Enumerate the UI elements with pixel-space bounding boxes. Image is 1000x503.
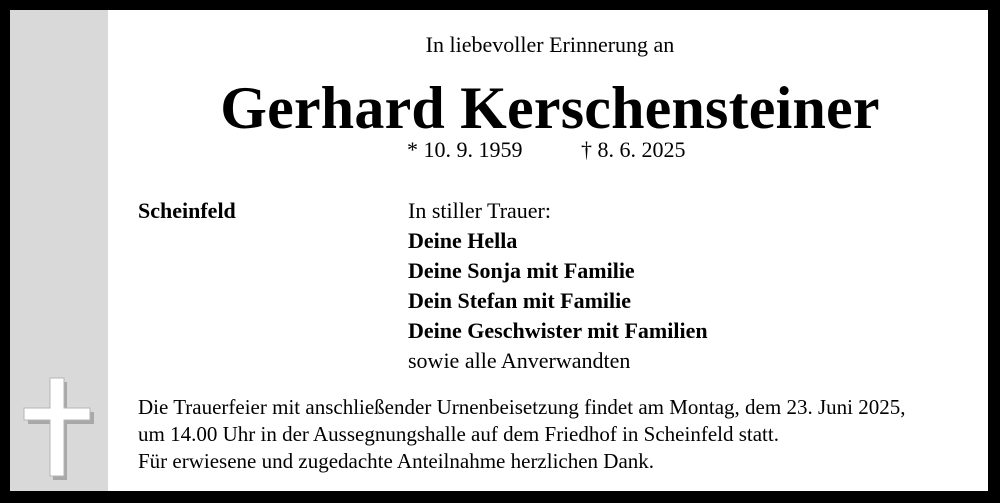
birth-date: * 10. 9. 1959 (407, 137, 523, 162)
funeral-info-line: Die Trauerfeier mit anschließender Urnenbeisetzung findet am Montag, dem 23. Juni 2025, (138, 395, 906, 419)
death-date: † 8. 6. 2025 (581, 137, 686, 162)
mourner-line: Deine Geschwister mit Familien (408, 318, 708, 343)
place-name: Scheinfeld (138, 198, 236, 223)
mourner-line: sowie alle Anverwandten (408, 348, 631, 373)
mourner-line: Dein Stefan mit Familie (408, 288, 632, 313)
mourning-heading: In stiller Trauer: (408, 198, 551, 223)
deceased-name: Gerhard Kerschensteiner (220, 75, 880, 141)
thanks-line: Für erwiesene und zugedachte Anteilnahme herzlichen Dank. (138, 449, 655, 473)
mourner-line: Deine Hella (408, 228, 518, 253)
mourner-line: Deine Sonja mit Familie (408, 258, 635, 283)
notice-frame (10, 10, 988, 491)
intro-line: In liebevoller Erinnerung an (425, 32, 675, 57)
funeral-info-line: um 14.00 Uhr in der Aussegnungshalle auf dem Friedhof in Scheinfeld statt. (138, 422, 779, 446)
latin-cross-icon (22, 376, 94, 480)
